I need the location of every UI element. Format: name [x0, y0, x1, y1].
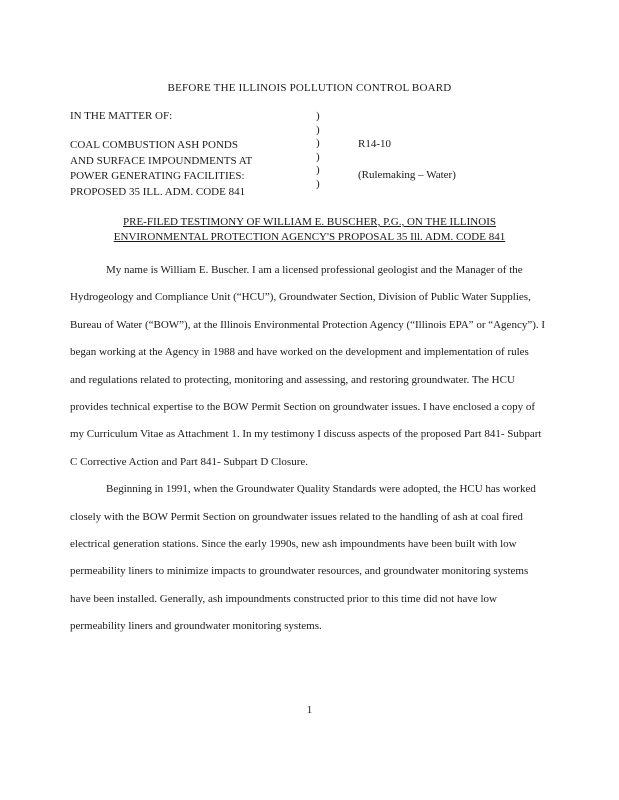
paragraph: Beginning in 1991, when the Groundwater Quality Standards were adopted, the HCU has worked closely with the BOW Permit Section on groundwater issues related to the handling of ash at coal fired electrical generation stations. Since the early 1990s, new ash impoundments have been built with low permeability liners to minimize impacts to groundwater resources, and groundwater monitoring systems have been installed. Generally, ash impoundments constructed prior to this time did not have low permeability liners and groundwater monitoring systems.	[70, 483, 536, 633]
case-caption	[70, 138, 252, 200]
title-line-1: PRE-FILED TESTIMONY OF WILLIAM E. BUSCHER, P.G., ON THE ILLINOIS	[123, 216, 496, 228]
board-title: BEFORE THE ILLINOIS POLLUTION CONTROL BOARD	[167, 82, 452, 94]
parenthesis: )	[316, 123, 320, 136]
paragraph: My name is William E. Buscher. I am a licensed professional geologist and the Manager of the Hydrogeology and Compliance Unit (“HCU”), Groundwater Section, Division of Public Water Supplies, Bureau of Water (“BOW”), at the Illinois Environmental Protection Agency (“Illinois EPA” or “Agency”). I began working at the Agency in 1988 and have worked on the development and implementation of rules and regulations related to protecting, monitoring and assessing, and restoring groundwater. The HCU provides technical expertise to the BOW Permit Section on groundwater issues. I have enclosed a copy of my Curriculum Vitae as Attachment 1. In my testimony I discuss aspects of the proposed Part 841- Subpart C Corrective Action and Part 841- Subpart D Closure.	[70, 264, 546, 468]
parenthesis: )	[316, 177, 320, 190]
page-number: 1	[306, 704, 313, 716]
testimony-title	[0, 215, 619, 245]
parenthesis: )	[316, 110, 320, 122]
parenthesis: )	[316, 150, 320, 163]
matter-label: IN THE MATTER OF:	[70, 110, 173, 122]
title-line-2: ENVIRONMENTAL PROTECTION AGENCY'S PROPOSAL 35 Ill. ADM. CODE 841	[113, 231, 506, 243]
parenthesis: )	[316, 164, 320, 176]
proceeding-type: (Rulemaking – Water)	[358, 169, 456, 181]
testimony-body	[70, 257, 546, 641]
caption-line: POWER GENERATING FACILITIES:	[70, 170, 245, 182]
docket-number: R14-10	[358, 138, 391, 150]
caption-line: PROPOSED 35 ILL. ADM. CODE 841	[70, 185, 246, 198]
parenthesis: )	[316, 137, 320, 149]
caption-line: COAL COMBUSTION ASH PONDS	[70, 139, 238, 151]
caption-line: AND SURFACE IMPOUNDMENTS AT	[70, 154, 253, 167]
caption-parentheses	[316, 110, 320, 191]
